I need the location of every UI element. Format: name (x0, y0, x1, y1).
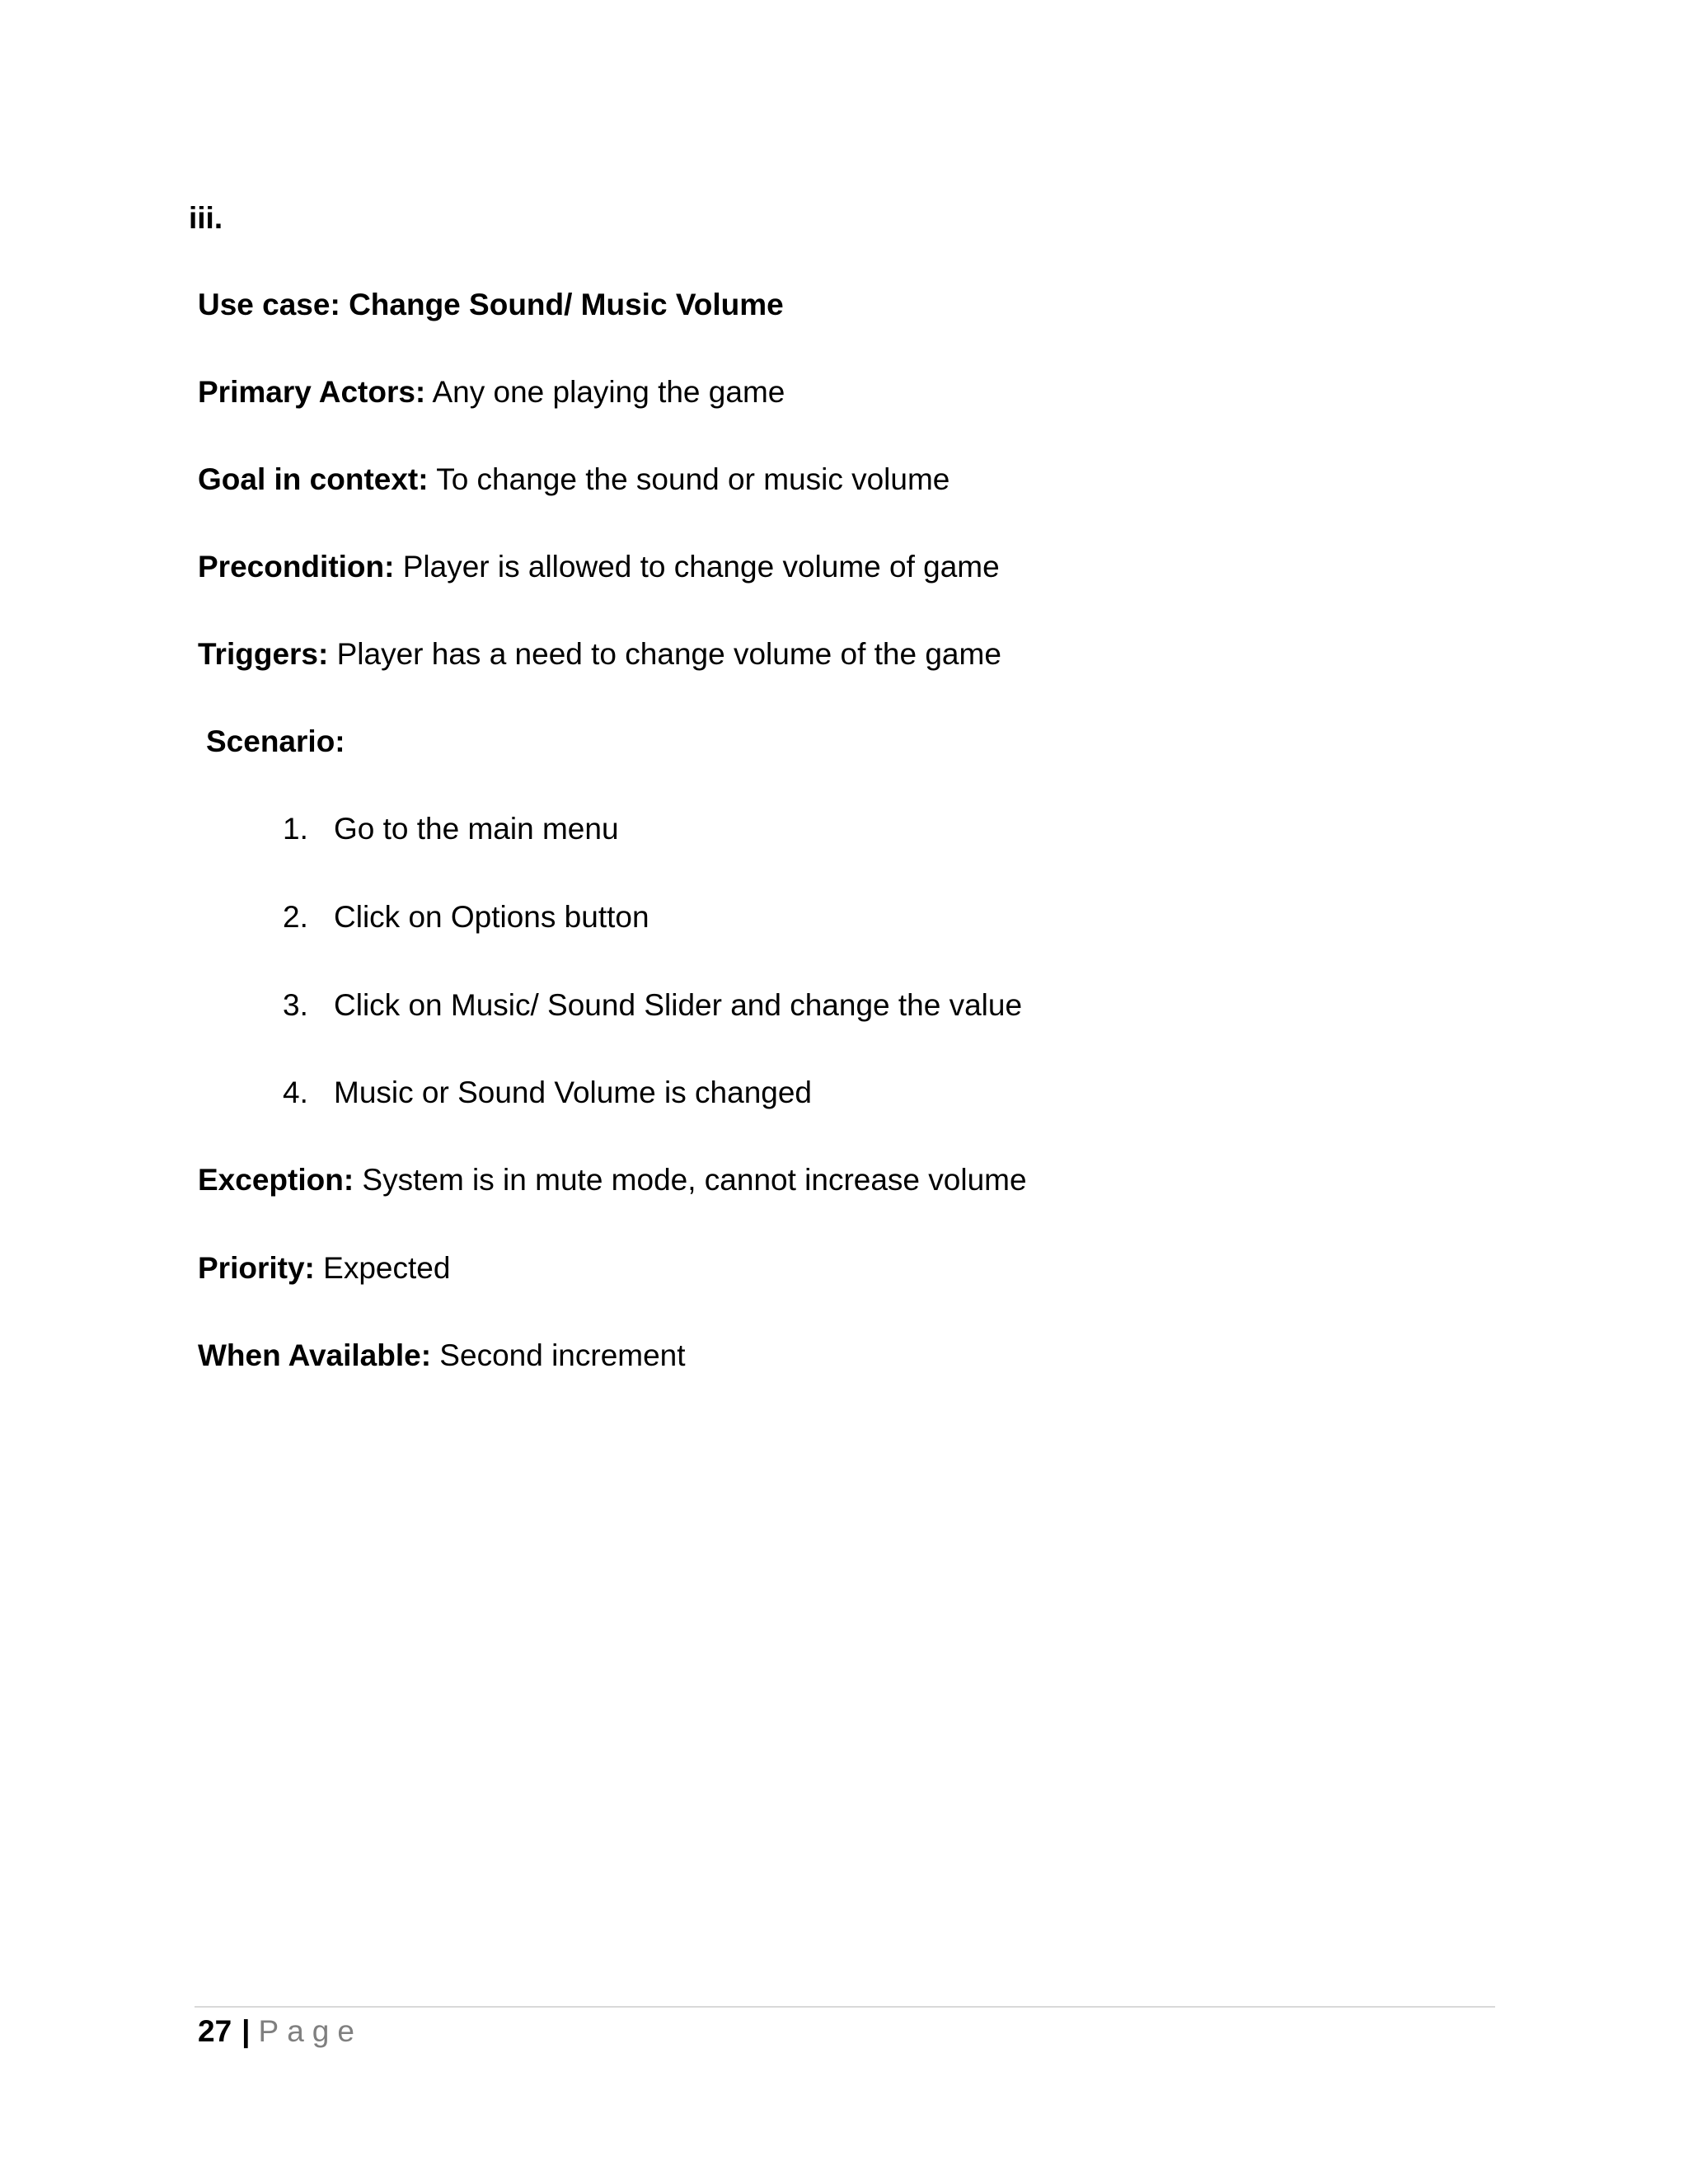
goal-in-context-line (198, 462, 950, 498)
primary-actors-line (198, 374, 785, 410)
when-available-value: Second increment (431, 1338, 686, 1372)
primary-actors-label: Primary Actors: (198, 375, 426, 409)
triggers-line (198, 636, 1001, 673)
scenario-step (283, 987, 1022, 1024)
scenario-step (283, 811, 619, 847)
priority-line (198, 1250, 450, 1286)
step-text: Click on Options button (334, 900, 649, 934)
step-number: 3. (283, 988, 308, 1022)
primary-actors-value: Any one playing the game (425, 375, 785, 409)
scenario-step (283, 899, 649, 935)
footer-separator: | (241, 2014, 251, 2048)
page-word: Page (258, 2014, 363, 2048)
footer-divider (195, 2006, 1495, 2008)
use-case-title: Change Sound/ Music Volume (349, 288, 784, 321)
step-text: Click on Music/ Sound Slider and change the value (334, 988, 1023, 1022)
scenario-step (283, 1075, 812, 1111)
priority-value: Expected (314, 1251, 451, 1285)
exception-value: System is in mute mode, cannot increase volume (354, 1163, 1027, 1197)
precondition-line (198, 549, 1000, 585)
when-available-label: When Available: (198, 1338, 432, 1372)
step-number: 4. (283, 1076, 308, 1109)
page-number: 27 (198, 2014, 232, 2048)
priority-label: Priority: (198, 1251, 315, 1285)
goal-in-context-value: To change the sound or music volume (428, 462, 950, 496)
step-text: Go to the main menu (334, 812, 619, 846)
page-footer (198, 2013, 363, 2050)
when-available-line (198, 1338, 686, 1374)
precondition-value: Player is allowed to change volume of game (394, 550, 1000, 583)
triggers-label: Triggers: (198, 637, 329, 671)
use-case-label: Use case: (198, 288, 349, 321)
scenario-heading: Scenario: (206, 724, 345, 758)
exception-label: Exception: (198, 1163, 354, 1197)
step-text: Music or Sound Volume is changed (334, 1076, 813, 1109)
section-number: iii. (189, 201, 223, 235)
exception-line (198, 1162, 1027, 1198)
step-number: 1. (283, 812, 308, 846)
step-number: 2. (283, 900, 308, 934)
precondition-label: Precondition: (198, 550, 395, 583)
triggers-value: Player has a need to change volume of the game (328, 637, 1001, 671)
goal-in-context-label: Goal in context: (198, 462, 429, 496)
use-case-line (198, 287, 784, 323)
